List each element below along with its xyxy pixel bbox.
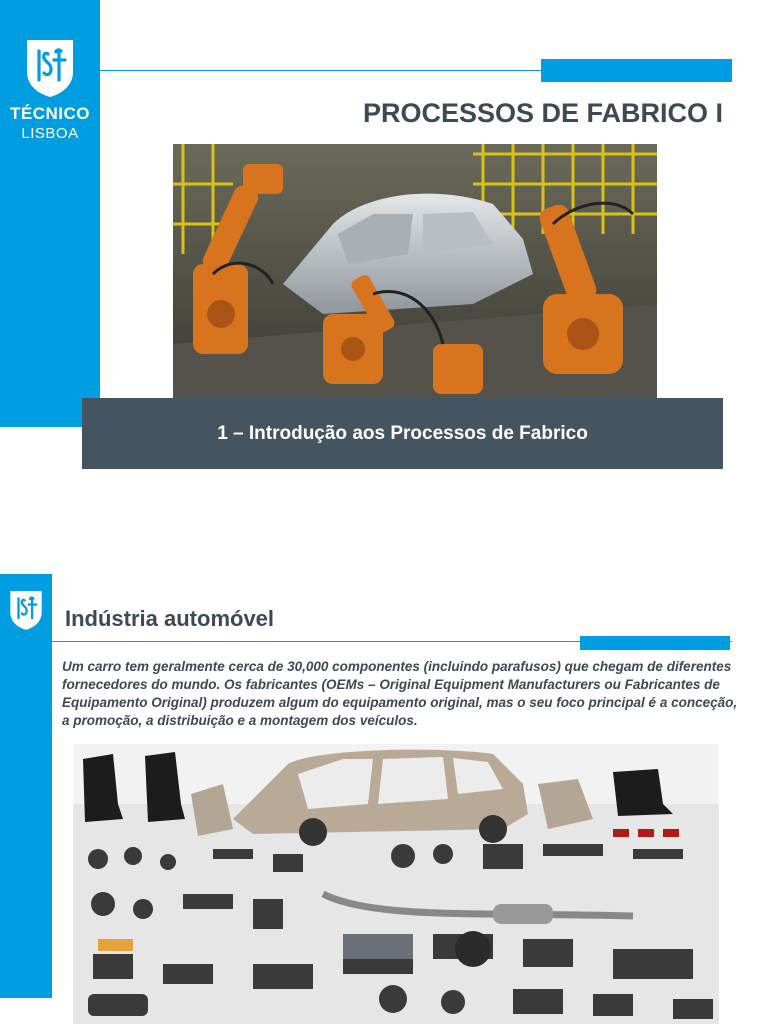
header-accent-bar (580, 636, 730, 650)
slide-title: Indústria automóvel (65, 606, 275, 631)
brand-city: LISBOA (21, 125, 79, 142)
factory-robots-photo (173, 144, 657, 398)
intro-paragraph: Um carro tem geralmente cerca de 30,000 componentes (incluindo parafusos) que chegam de diferentes fornecedores do mundo. Os fabricantes (OEMs – Original Equipment Manufacturers ou Fabricantes de Equipamento Original) produzem algum do equipamento original, mas o seu foco principal é a conceção, a promoção, a distribuição e a montagem dos veículos. (62, 659, 738, 728)
car-components-photo (73, 744, 719, 1024)
slide-title: PROCESSOS DE FABRICO I (362, 98, 723, 128)
ist-shield-icon (25, 38, 75, 98)
sidebar (0, 574, 52, 998)
subtitle-text: 1 – Introdução aos Processos de Fabrico (217, 422, 588, 444)
sidebar (0, 0, 100, 427)
slide-2 (0, 574, 768, 1024)
header-accent-bar (541, 59, 732, 82)
brand-name: TÉCNICO (10, 104, 90, 123)
brand (0, 104, 100, 142)
ist-shield-icon (9, 589, 43, 631)
slide-1 (0, 0, 768, 500)
subtitle-banner (82, 398, 723, 469)
